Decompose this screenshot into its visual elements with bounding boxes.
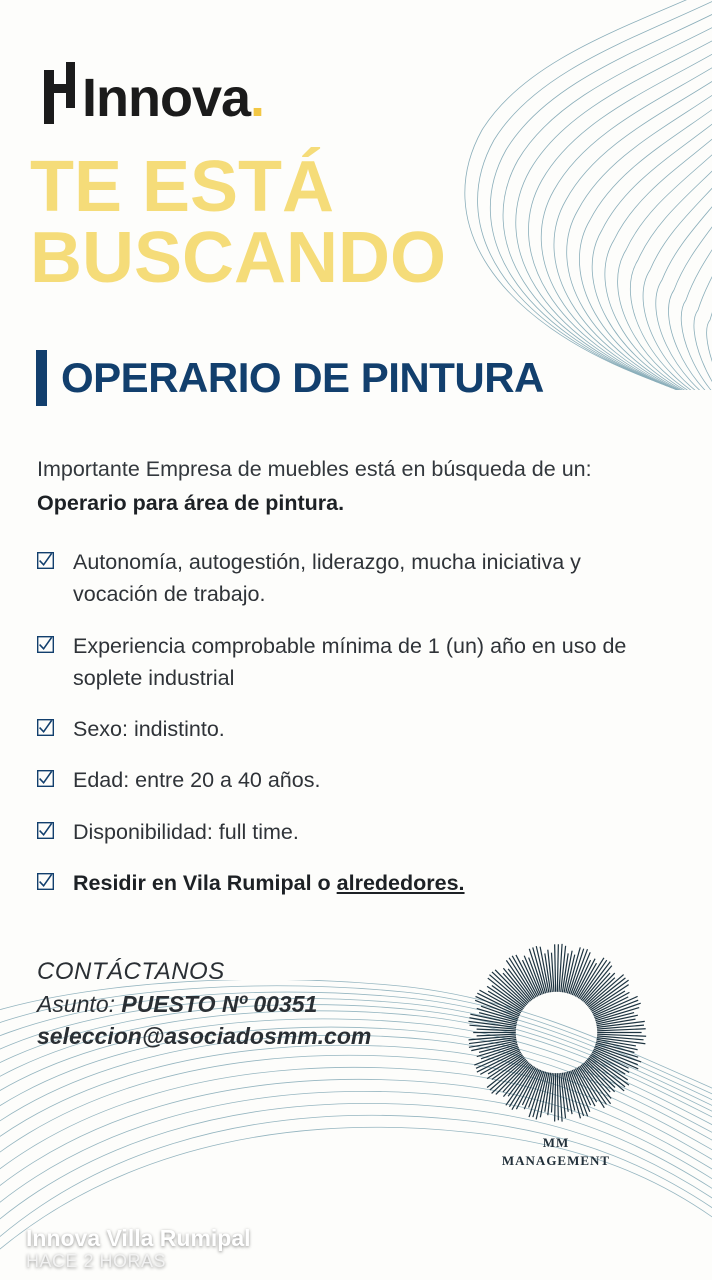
list-item-label: Edad: entre 20 a 40 años. bbox=[73, 768, 321, 793]
requirements-list bbox=[37, 546, 657, 918]
intro-paragraph bbox=[37, 452, 647, 521]
agency-name-line-2: MANAGEMENT bbox=[501, 1152, 611, 1168]
checkbox-check-icon bbox=[37, 770, 54, 787]
list-item-label: Sexo: indistinto. bbox=[73, 717, 225, 741]
intro-text: Importante Empresa de muebles está en búsqueda de un: bbox=[37, 457, 592, 481]
intro-text-bold: Operario para área de pintura. bbox=[37, 491, 345, 516]
list-item bbox=[37, 630, 657, 695]
checkbox-check-icon bbox=[37, 552, 54, 569]
list-item-label: Experiencia comprobable mínima de 1 (un) año en uso de soplete industrial bbox=[73, 633, 627, 690]
headline bbox=[30, 147, 447, 299]
agency-name bbox=[456, 1134, 656, 1169]
contact-subject-label: Asunto: bbox=[37, 991, 122, 1017]
list-item bbox=[37, 764, 657, 796]
page-title: OPERARIO DE PINTURA bbox=[61, 354, 544, 401]
job-title-row bbox=[36, 350, 544, 406]
contact-subject bbox=[37, 991, 371, 1018]
list-item bbox=[37, 713, 657, 745]
story-timestamp: HACE 2 HORAS bbox=[26, 1251, 167, 1271]
contact-block bbox=[37, 958, 371, 1050]
brand-logo-dot: . bbox=[250, 67, 266, 128]
contact-heading: CONTÁCTANOS bbox=[37, 958, 225, 985]
story-overlay bbox=[0, 1225, 712, 1280]
brand-logo bbox=[36, 62, 266, 128]
checkbox-check-icon bbox=[37, 873, 54, 890]
list-item bbox=[37, 867, 657, 899]
contact-subject-value: PUESTO Nº 00351 bbox=[121, 991, 318, 1017]
list-item-label: Disponibilidad: full time. bbox=[73, 819, 299, 844]
checkbox-check-icon bbox=[37, 822, 54, 839]
title-accent-bar bbox=[36, 350, 47, 406]
contact-email[interactable]: seleccion@asociadosmm.com bbox=[37, 1023, 372, 1049]
story-username[interactable]: Innova Villa Rumipal bbox=[26, 1224, 251, 1251]
list-item-label: Autonomía, autogestión, liderazgo, mucha iniciativa y vocación de trabajo. bbox=[73, 550, 581, 607]
innova-h-mark-icon bbox=[36, 62, 80, 124]
list-item bbox=[37, 816, 657, 848]
checkbox-check-icon bbox=[37, 719, 54, 736]
sunburst-icon bbox=[464, 940, 649, 1125]
brand-logo-word: Innova bbox=[82, 67, 251, 128]
list-item-label-highlighted: Residir en Vila Rumipal o alrededores. bbox=[73, 870, 465, 895]
agency-name-line-1: MM bbox=[542, 1135, 570, 1150]
agency-logo bbox=[456, 940, 656, 1169]
headline-line-2: BUSCANDO bbox=[30, 218, 447, 299]
list-item bbox=[37, 546, 657, 611]
headline-line-1: TE ESTÁ bbox=[30, 147, 335, 227]
checkbox-check-icon bbox=[37, 636, 54, 653]
